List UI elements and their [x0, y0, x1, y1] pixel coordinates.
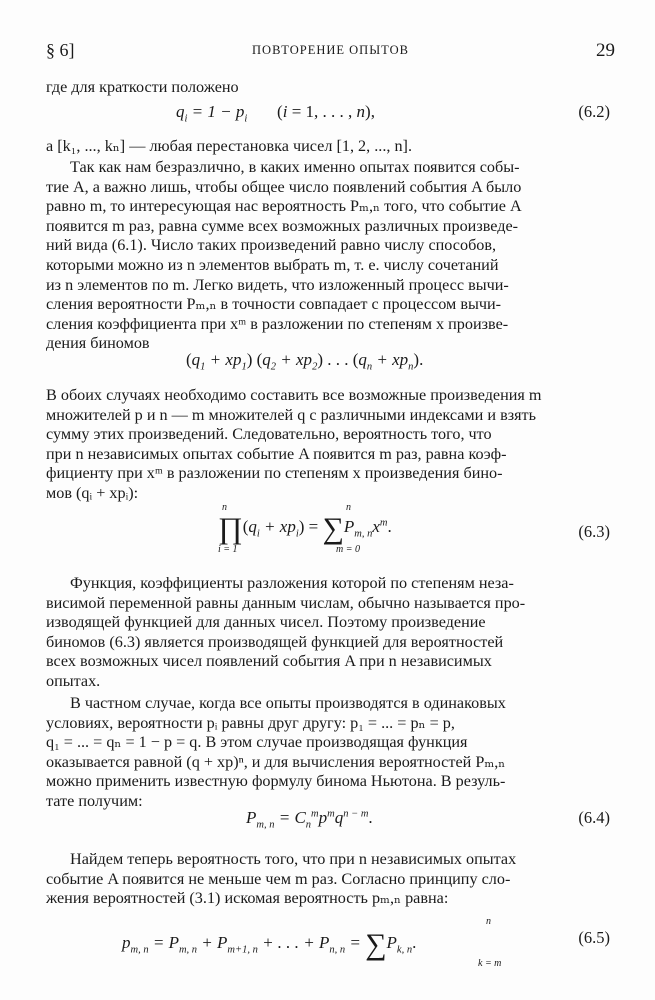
text-line: сления вероятности Pₘ,ₙ в точности совпадает с процессом вычи-	[46, 295, 502, 314]
text-line: равно m, то интересующая нас вероятность Pₘ,ₙ того, что событие A	[46, 197, 522, 216]
text-line: биномов (6.3) является производящей функцией для вероятностей	[46, 632, 504, 651]
text-line: опытах.	[46, 671, 101, 690]
text-line: которыми можно из n элементов выбрать m, т. е. числу сочетаний	[46, 255, 499, 274]
equation-number: (6.4)	[578, 808, 610, 827]
equation-6-5: $p_{m, n} = P_{m, n} + P_{m+1, n}$ + . . . + $P_{n, n} = \sum P_{k, n}$. n k = m (6.5)	[122, 916, 610, 969]
paragraph	[46, 694, 610, 812]
text-line: В частном случае, когда все опыты производятся в одинаковых	[70, 694, 506, 712]
text-line: событие A появится не меньше чем m раз. Согласно принципу сло-	[46, 869, 511, 888]
text-line: условиях, вероятности pᵢ равны друг другу: p₁ = ... = pₙ = p,	[46, 713, 455, 732]
text-line: из n элементов по m. Легко видеть, что изложенный процесс вычи-	[46, 275, 509, 294]
text-line: мов (qᵢ + xpᵢ):	[46, 483, 139, 502]
text-line: сумму этих произведений. Следовательно, вероятность того, что	[46, 425, 492, 444]
text-line: всех возможных чисел появлений события A при n независимых	[46, 652, 492, 671]
text-line: изводящей функцией для данных чисел. Поэтому произведение	[46, 613, 486, 632]
equation-6-3: $\prod(q_i + xp_i) = \sum P_{m, n}x^m$. n i = 1 n m = 0 (6.3)	[218, 502, 610, 555]
text-line: Так как нам безразлично, в каких именно опытах появится собы-	[70, 158, 520, 176]
running-title: ПОВТОРЕНИЕ ОПЫТОВ	[252, 43, 409, 57]
paragraph	[46, 574, 610, 692]
text-line: Функция, коэффициенты разложения которой по степеням неза-	[70, 574, 514, 592]
text-line: жения вероятностей (3.1) искомая вероятность pₘ,ₙ равна:	[46, 889, 449, 908]
text-line: где для краткости положено	[46, 78, 239, 96]
text-line: Найдем теперь вероятность того, что при n независимых опытах	[70, 850, 517, 868]
page-number: 29	[596, 40, 615, 61]
page-header	[46, 40, 615, 64]
text-line: q₁ = ... = qₙ = 1 − p = q. В этом случае производящая функция	[46, 733, 468, 752]
paragraph	[46, 386, 610, 504]
equation-6-2: $q_i = 1 - p_i$ (i = 1, . . . , n), (6.2)	[176, 102, 610, 125]
text-line: тате получим:	[46, 791, 143, 810]
text-line: тие A, а важно лишь, чтобы общее число появлений события A было	[46, 177, 522, 196]
text-line: сления коэффициента при xᵐ в разложении по степеням x произве-	[46, 314, 509, 333]
text-line: множителей p и n — m множителей q с различными индексами и взять	[46, 405, 537, 424]
text-line: висимой переменной равны данным числам, обычно называется про-	[46, 593, 526, 612]
paragraph	[46, 850, 610, 909]
equation-6-4: $P_{m, n} = C_n^mp^mq^{n - m}$. (6.4)	[246, 808, 610, 831]
paragraph	[46, 158, 610, 354]
equation-number: (6.3)	[578, 522, 610, 541]
text-line: можно применить известную формулу бинома Ньютона. В резуль-	[46, 772, 506, 791]
text-line: ний вида (6.1). Число таких произведений равно числу способов,	[46, 236, 497, 255]
text-line: при n независимых опытах событие A появится m раз, равна коэф-	[46, 444, 507, 463]
text-line: оказывается равной (q + xp)ⁿ, и для вычисления вероятностей Pₘ,ₙ	[46, 752, 506, 771]
text-line: дения биномов	[46, 334, 150, 353]
equation-number: (6.2)	[578, 102, 610, 121]
text-line: В обоих случаях необходимо составить все возможные произведения m	[46, 386, 542, 404]
section-number: § 6]	[46, 40, 75, 60]
equation-number: (6.5)	[578, 928, 610, 947]
text-line: а [k₁, ..., kₙ] — любая перестановка чисел [1, 2, ..., n].	[46, 137, 412, 155]
text-line: появится m раз, равна сумме всех возможных различных произведе-	[46, 216, 519, 235]
text-line: фициенту при xᵐ в разложении по степеням x произведения бино-	[46, 464, 503, 483]
binomial-product: $(q_1 + xp_1) (q_2 + xp_2)$ . . . $(q_n + xp_n)$.	[186, 350, 424, 373]
